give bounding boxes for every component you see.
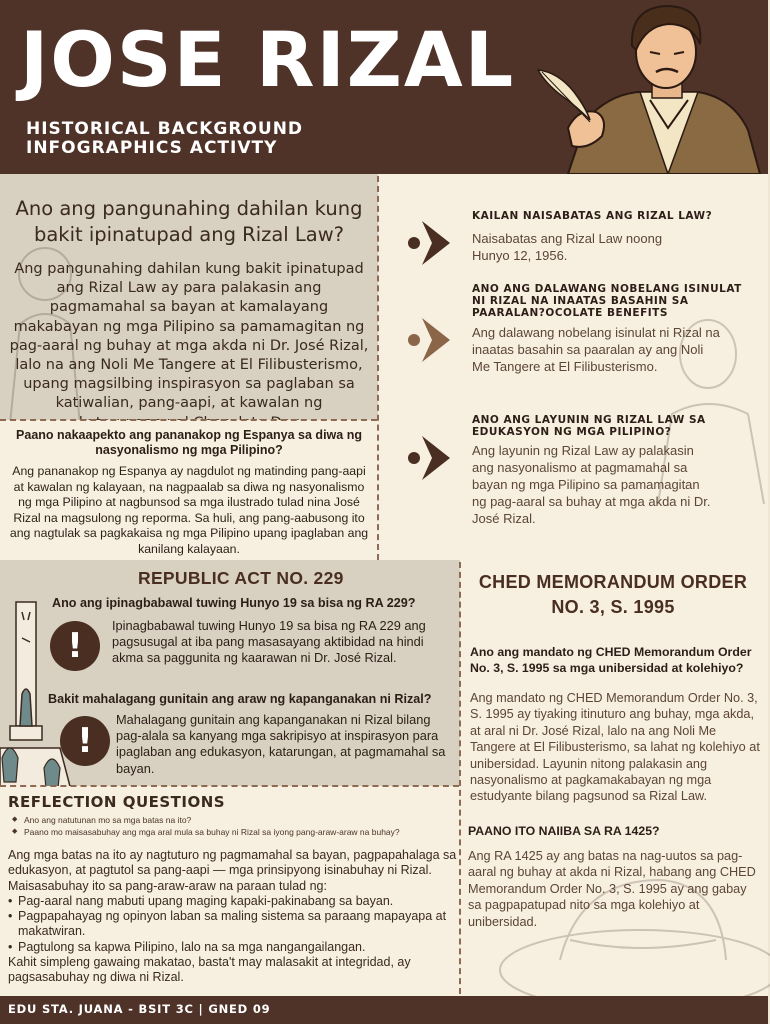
reflection-question: ◆ Paano mo maisasabuhay ang mga aral mula sa buhay ni Rizal sa iyong pang-araw-araw na buhay? <box>12 826 400 838</box>
ra229-answer-2: Mahalagang gunitain ang kapanganakan ni Rizal bilang pag-alala sa kanyang mga sakripisyo at inspirasyon para ipaglaban ang edukasyon, katarungan, at pagmamahal sa bayan. <box>116 712 446 776</box>
divider <box>0 785 459 787</box>
reflection-bullets <box>8 894 460 955</box>
reflection-title: REFLECTION QUESTIONS <box>8 793 226 811</box>
footer-bar <box>0 996 768 1024</box>
rizal-law-date-question: KAILAN NAISABATAS ANG RIZAL LAW? <box>472 210 713 222</box>
list-item: • Pagpapahayag ng opinyon laban sa maling sistema sa paraang mapayapa at makatwiran. <box>8 909 460 940</box>
ched-title: CHED MEMORANDUM ORDER NO. 3, S. 1995 <box>478 572 748 617</box>
ra229-answer-1: Ipinagbabawal tuwing Hunyo 19 sa bisa ng RA 229 ang pagsusugal at iba pang masasayang aktibidad na hindi akma sa paggunita ng kaarawan ni Dr. José Rizal. <box>112 618 426 666</box>
ched-question-1: Ano ang mandato ng CHED Memorandum Order No. 3, S. 1995 sa mga unibersidad at kolehiyo? <box>470 645 752 675</box>
list-item: • Pagtulong sa kapwa Pilipino, lalo na sa mga nangangailangan. <box>8 940 460 955</box>
ched-question-2: PAANO ITO NAIIBA SA RA 1425? <box>468 824 660 838</box>
republic-act-title: REPUBLIC ACT NO. 229 <box>138 568 344 588</box>
header-banner <box>0 0 768 174</box>
exclamation-icon: ! <box>50 621 100 671</box>
education-goal-question: ANO ANG LAYUNIN NG RIZAL LAW SA EDUKASYON NG MGA PILIPINO? <box>472 414 706 438</box>
ched-answer-1: Ang mandato ng CHED Memorandum Order No. 3, S. 1995 ay tiyaking itinuturo ang buhay, mga akda, at aral ni Dr. José Rizal, lalo na ang Noli Me Tangere at El Filibusterismo, sa lahat ng kolehiyo at unibersidad. Layunin nitong palakasin ang nasyonalismo at pagkamakabayan ng mga estudyante bilang pagsunod sa Rizal Law. <box>470 691 760 804</box>
ched-answer-2: Ang RA 1425 ay ang batas na nag-uutos sa pag-aaral ng buhay at akda ni Rizal, habang ang CHED Memorandum Order No. 3, S. 1995 ay ang gabay sa pagpapatupad nito sa mga kolehiyo at unibersidad. <box>468 849 756 929</box>
spain-question: Paano nakaapekto ang pananakop ng Espanya sa diwa ng nasyonalismo ng mga Pilipino? <box>16 428 362 457</box>
arrow-chevron-icon <box>406 221 450 265</box>
reflection-questions-list <box>12 814 400 838</box>
novels-answer: Ang dalawang nobelang isinulat ni Rizal na inaatas basahin sa paaralan ay ang Noli Me Tangere at El Filibusterismo. <box>472 325 720 374</box>
main-question: Ano ang pangunahing dahilan kung bakit ipinatupad ang Rizal Law? <box>15 197 363 246</box>
reflection-question: ◆ Ano ang natutunan mo sa mga batas na ito? <box>12 814 400 826</box>
novels-question: ANO ANG DALAWANG NOBELANG ISINULAT NI RIZAL NA INAATAS BASAHIN SA PAARALAN?OCOLATE BENEFITS <box>472 283 742 319</box>
divider <box>377 176 379 560</box>
subtitle-line-1: HISTORICAL BACKGROUND <box>26 119 304 139</box>
page-title: JOSE RIZAL <box>20 15 516 104</box>
reflection-closing: Kahit simpleng gawaing makatao, basta't may malasakit at integridad, ay pagsasabuhay ng diwa ni Rizal. <box>8 955 411 985</box>
subtitle-line-2: INFOGRAPHICS ACTIVTY <box>26 138 278 158</box>
rizal-law-date-answer: Naisabatas ang Rizal Law noong Hunyo 12, 1956. <box>472 231 663 263</box>
spain-answer: Ang pananakop ng Espanya ay nagdulot ng matinding pang-aapi at kawalan ng kalayaan, na nagpaalab sa diwa ng nasyonalismo ng mga Pilipino at nagbunsod sa mga ilustrado tulad nina José Rizal na magsulong ng reporma. Sa huli, ang pang-aabusong ito ang nagtulak sa pagkakaisa ng mga Pilipino upang ipaglaban ang kanilang kalayaan. <box>9 464 369 556</box>
footer-text: EDU STA. JUANA - BSIT 3C | GNED 09 <box>8 1002 271 1016</box>
main-answer: Ang pangunahing dahilan kung bakit ipinatupad ang Rizal Law ay para palakasin ang pagmamahal sa bayan at kamalayang makabayan ng mga Pilipino sa pamamagitan ng pag-aaral ng buhay at mga akda ni Dr. José Rizal, lalo na ang Noli Me Tangere at El Filibusterismo, upang magsilbing inspirasyon sa paglaban sa katiwalian, pang-aapi, at kawalan ng <box>9 261 369 412</box>
republic-act-panel <box>0 560 460 786</box>
rizal-portrait-illustration <box>528 0 768 174</box>
divider <box>0 419 377 421</box>
divider <box>459 562 461 994</box>
reflection-body <box>8 848 460 986</box>
ra229-question-1: Ano ang ipinagbabawal tuwing Hunyo 19 sa bisa ng RA 229? <box>52 596 416 610</box>
page-subtitle <box>26 120 303 158</box>
arrow-chevron-icon <box>406 318 450 362</box>
exclamation-icon: ! <box>60 716 110 766</box>
reflection-intro: Ang mga batas na ito ay nagtuturo ng pagmamahal sa bayan, pagpapahalaga sa edukasyon, at pagtutol sa pang-aapi — mga prinsipyong isinabuhay ni Rizal. Maisasabuhay ito sa pang-araw-araw na paraan tulad ng: <box>8 848 457 893</box>
education-goal-answer: Ang layunin ng Rizal Law ay palakasin ang nasyonalismo at pagmamahal sa bayan ng mga Pilipino sa pamamagitan ng pag-aaral sa buhay at mga akda ni Dr. José Rizal. <box>472 443 711 526</box>
list-item: • Pag-aaral nang mabuti upang maging kapaki-pakinabang sa bayan. <box>8 894 460 909</box>
spain-section-panel <box>0 420 378 560</box>
main-question-panel <box>0 174 378 420</box>
ra229-question-2: Bakit mahalagang gunitain ang araw ng kapanganakan ni Rizal? <box>48 692 432 706</box>
arrow-chevron-icon <box>406 436 450 480</box>
